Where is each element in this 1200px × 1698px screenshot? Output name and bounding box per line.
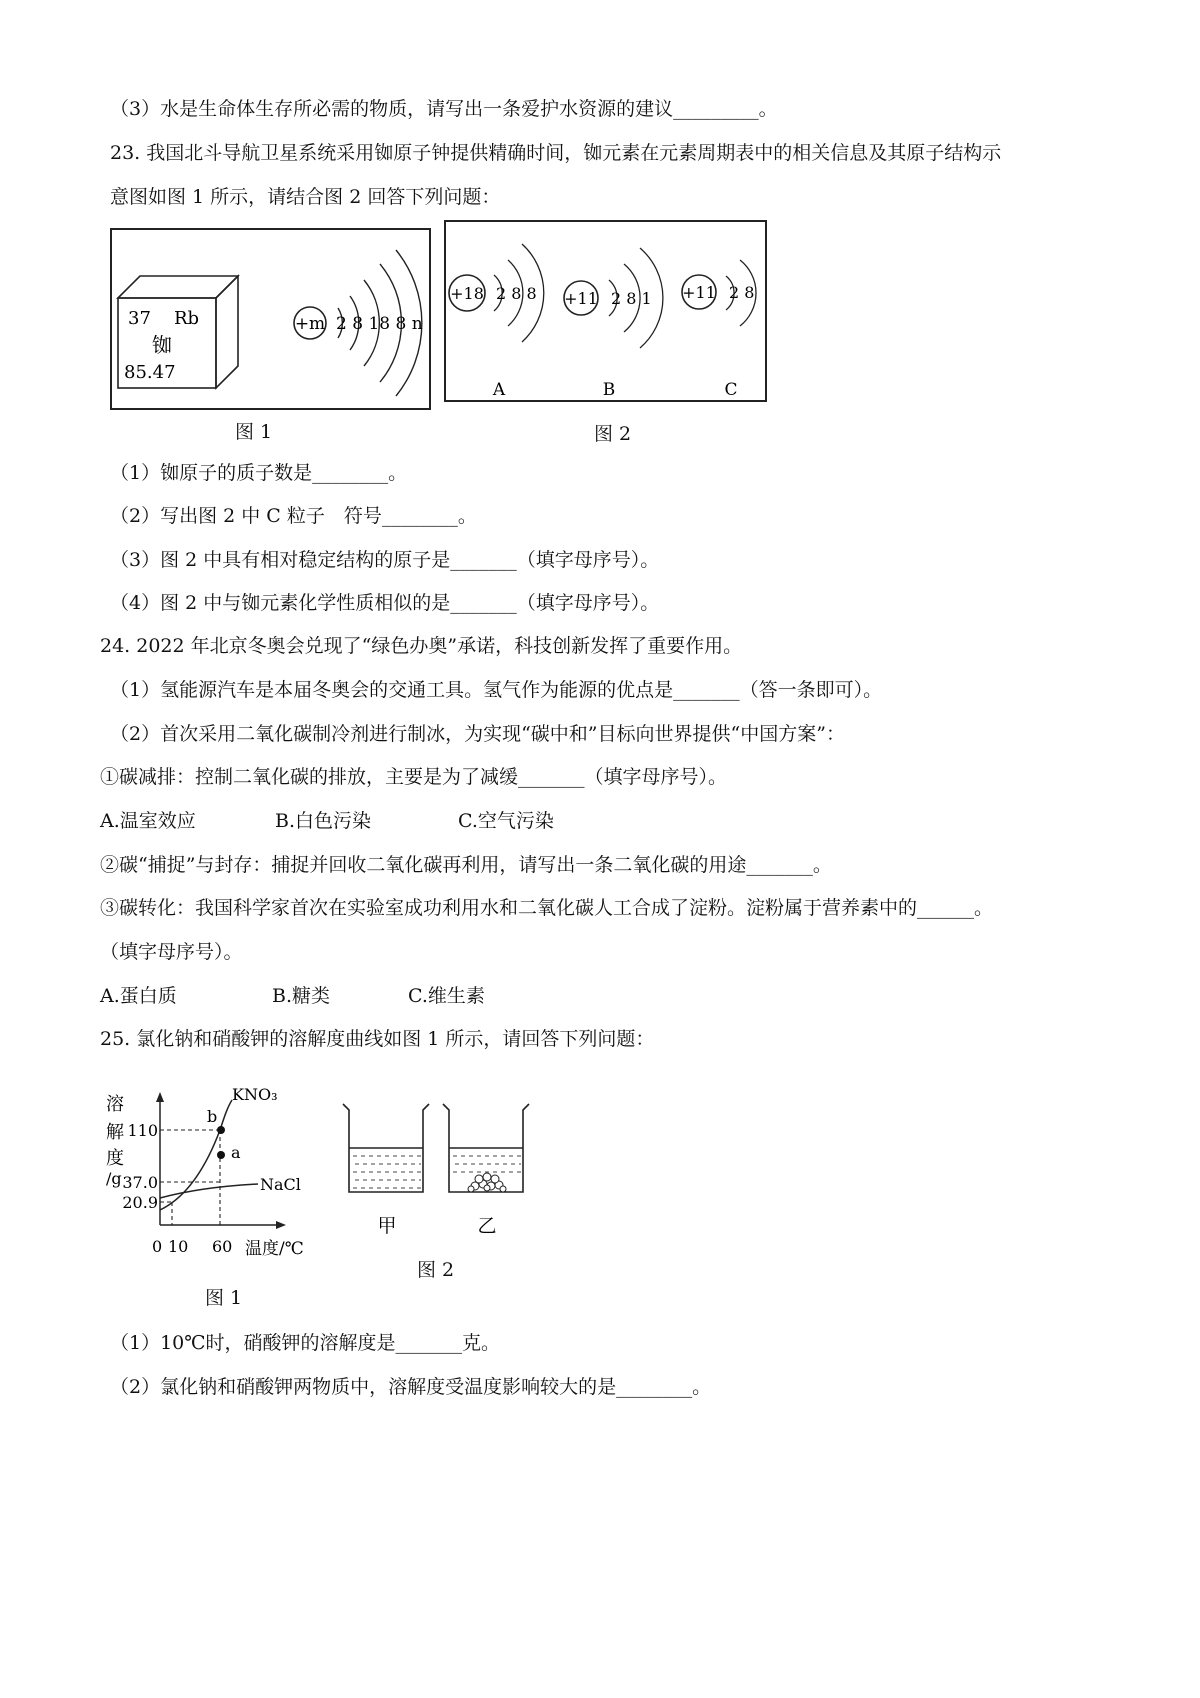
element-name: 铷	[152, 333, 172, 357]
beaker-jia-label: 甲	[377, 1215, 397, 1237]
y-axis-label-1: 溶	[106, 1094, 124, 1115]
particle-b-shells: 2 8 1	[611, 289, 652, 308]
q23-part2: （2）写出图 2 中 C 粒子 符号________。	[110, 505, 477, 527]
q24-sub3-option-a: A.蛋白质	[100, 985, 177, 1007]
q24-part1: （1）氢能源汽车是本届冬奥会的交通工具。氢气作为能源的优点是_______（答一条即可）。	[110, 679, 883, 701]
q23-stem-line1: 23. 我国北斗导航卫星系统采用铷原子钟提供精确时间，铷元素在元素周期表中的相关信息及其原子结构示	[110, 142, 1002, 164]
x-tick-60: 60	[212, 1237, 233, 1256]
q24-sub1-option-b: B.白色污染	[275, 810, 372, 832]
element-symbol: Rb	[174, 308, 200, 329]
element-mass: 85.47	[124, 362, 176, 383]
element-atomic-number: 37	[128, 308, 151, 329]
q24-sub2: ②碳“捕捉”与封存：捕捉并回收二氧化碳再利用，请写出一条二氧化碳的用途_______。	[100, 854, 832, 876]
particle-b-label: B	[602, 380, 616, 400]
undissolved-solid	[468, 1173, 506, 1192]
rb-nucleus-charge: +m	[294, 314, 326, 334]
particle-c-nucleus: +11	[682, 283, 716, 302]
y-tick-110: 110	[127, 1121, 158, 1140]
q24-part2: （2）首次采用二氧化碳制冷剂进行制冰，为实现“碳中和”目标向世界提供“中国方案”：	[110, 723, 845, 745]
q23-figure1	[110, 228, 432, 413]
point-b-label: b	[207, 1107, 218, 1126]
x-axis-label: 温度/℃	[245, 1239, 304, 1259]
solubility-curve-figure	[100, 1080, 340, 1270]
beaker-yi	[443, 1104, 529, 1192]
beakers-figure	[335, 1100, 535, 1250]
particle-a-nucleus: +18	[450, 284, 484, 303]
y-axis-label-3: 度	[106, 1148, 124, 1169]
q24-sub3-note: （填字母序号）。	[100, 941, 243, 963]
point-a-marker	[217, 1151, 225, 1159]
q24-sub1-option-c: C.空气污染	[458, 810, 554, 832]
q24-stem: 24. 2022 年北京冬奥会兑现了“绿色办奥”承诺，科技创新发挥了重要作用。	[100, 635, 743, 657]
nacl-curve	[160, 1184, 258, 1198]
kno3-label: KNO₃	[232, 1085, 278, 1104]
q25-part2: （2）氯化钠和硝酸钾两物质中，溶解度受温度影响较大的是________。	[110, 1376, 712, 1398]
x-tick-10: 10	[168, 1237, 189, 1256]
q22-part3: （3）水是生命体生存所必需的物质，请写出一条爱护水资源的建议_________。	[110, 98, 778, 120]
particle-a-shells: 2 8 8	[496, 284, 537, 303]
q23-figure1-caption: 图 1	[235, 421, 273, 443]
q24-sub1: ①碳减排：控制二氧化碳的排放，主要是为了减缓_______（填字母序号）。	[100, 766, 728, 788]
y-axis-label-2: 解	[106, 1122, 124, 1143]
beaker-yi-label: 乙	[477, 1215, 497, 1237]
q23-part1: （1）铷原子的质子数是________。	[110, 462, 408, 484]
particle-a-label: A	[492, 380, 506, 400]
x-tick-0: 0	[152, 1237, 163, 1256]
particle-c-shells: 2 8	[729, 283, 755, 302]
y-tick-37: 37.0	[122, 1173, 158, 1192]
y-axis-label-4: /g	[106, 1169, 122, 1188]
q23-figure2	[444, 220, 769, 405]
y-tick-20-9: 20.9	[122, 1193, 158, 1212]
q23-part3: （3）图 2 中具有相对稳定结构的原子是_______（填字母序号）。	[110, 549, 660, 571]
q24-sub1-option-a: A.温室效应	[100, 810, 196, 832]
particle-b-nucleus: +11	[564, 289, 598, 308]
q23-part4: （4）图 2 中与铷元素化学性质相似的是_______（填字母序号）。	[110, 592, 660, 614]
q25-part1: （1）10℃时，硝酸钾的溶解度是_______克。	[110, 1332, 501, 1354]
q24-sub3-option-b: B.糖类	[272, 985, 331, 1007]
q24-sub3-option-c: C.维生素	[408, 985, 485, 1007]
q23-figure2-caption: 图 2	[594, 423, 632, 445]
particle-c-label: C	[724, 380, 738, 400]
q23-stem-line2: 意图如图 1 所示，请结合图 2 回答下列问题：	[110, 186, 501, 208]
q25-figure1-caption: 图 1	[205, 1287, 243, 1309]
rb-shell-electrons: 2 8 18 8 n	[336, 314, 423, 334]
point-b-marker	[217, 1126, 225, 1134]
nacl-label: NaCl	[260, 1175, 301, 1194]
q25-stem: 25. 氯化钠和硝酸钾的溶解度曲线如图 1 所示，请回答下列问题：	[100, 1028, 655, 1050]
q25-figure2-caption: 图 2	[417, 1259, 455, 1281]
q24-sub3: ③碳转化：我国科学家首次在实验室成功利用水和二氧化碳人工合成了淀粉。淀粉属于营养素中的______。	[100, 897, 994, 919]
beaker-jia	[343, 1104, 429, 1192]
point-a-label: a	[231, 1143, 241, 1162]
